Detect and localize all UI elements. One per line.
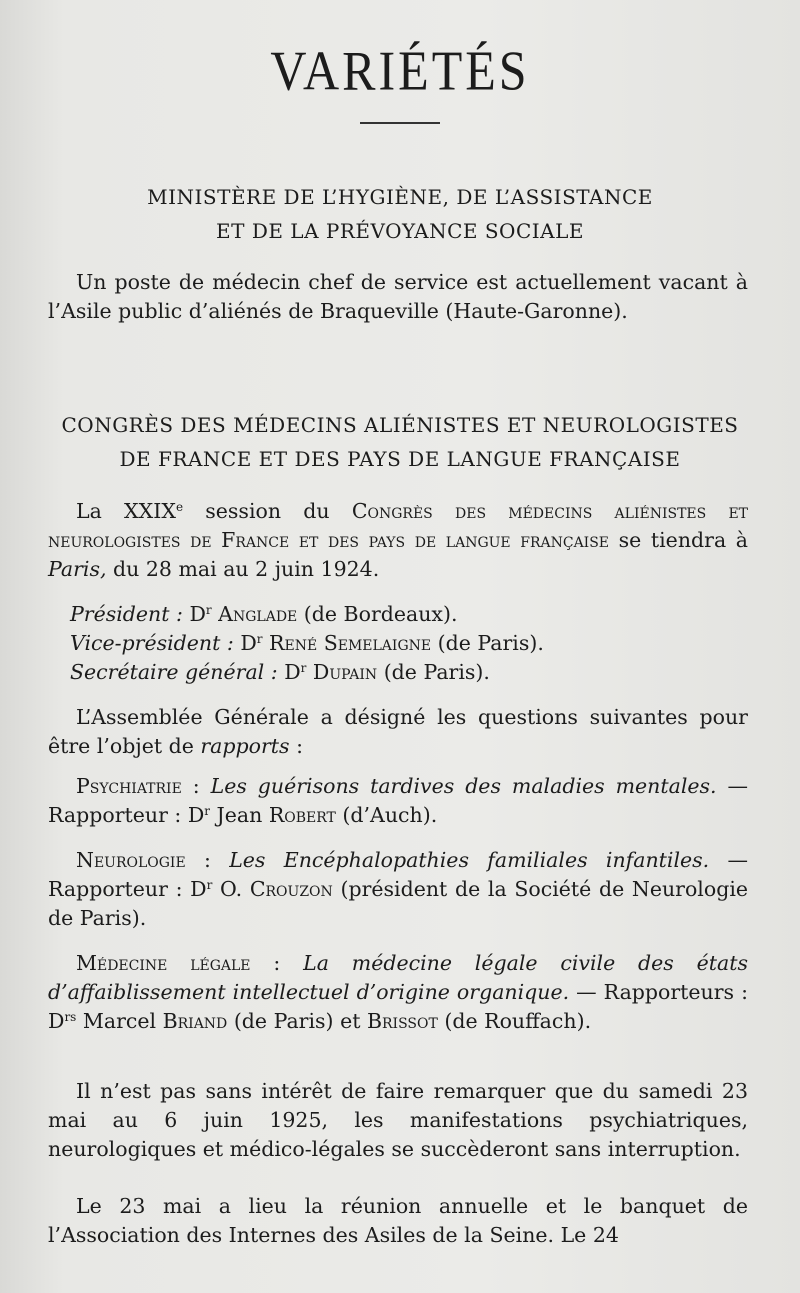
report-text: [48, 846, 748, 933]
report-text: [48, 772, 748, 830]
intro-text-2: session du: [183, 499, 352, 523]
report-sep: — Rapporteur : D: [48, 774, 748, 827]
report-title: Les guérisons tardives des maladies mentales.: [210, 774, 717, 798]
report-text: [48, 949, 748, 1036]
assembly-italic: rapports: [200, 734, 290, 758]
section1-body: Un poste de médecin chef de service est actuellement vacant à l’Asile public d’aliénés de Braqueville (Haute-Garonne).: [48, 270, 748, 323]
officer-origin: (de Paris).: [431, 631, 544, 655]
assembly-block: [48, 703, 748, 761]
assembly-text: [48, 703, 748, 761]
report-sep: — Rapporteur : D: [48, 848, 748, 901]
report-surname: Briand: [162, 1009, 228, 1033]
closing-block-2: [48, 1192, 748, 1250]
officers-list: [48, 600, 748, 687]
report-title: La médecine légale civile des états d’affaiblissement intellectuel d’origine organique.: [48, 951, 748, 1004]
congress-name: Congrès des médecins aliénistes et neurologistes de France et des pays de langue française: [48, 499, 748, 552]
report-firstname: Jean: [210, 803, 269, 827]
officer-vice-president: [48, 629, 748, 658]
report-surname: Crouzon: [249, 877, 333, 901]
closing-paragraph-2: Le 23 mai a lieu la réunion annuelle et le banquet de l’Association des Internes des Asiles de la Seine. Le 24: [48, 1194, 748, 1247]
intro-text-1: La XXIX: [76, 499, 176, 523]
officer-title: D: [189, 602, 206, 626]
report-sup: r: [206, 878, 213, 892]
assembly-text-2: :: [289, 734, 303, 758]
report-sep: — Rapporteurs : D: [48, 980, 748, 1033]
officer-name: Anglade: [218, 602, 298, 626]
officer-name: René Semelaigne: [269, 631, 432, 655]
officer-title-sup: r: [300, 661, 307, 675]
section2-heading-line2: DE FRANCE ET DES PAYS DE LANGUE FRANÇAISE: [119, 447, 681, 471]
report-sup: rs: [64, 1010, 77, 1024]
report-medecine-legale: [48, 949, 748, 1036]
report-rest-2: (de Rouffach).: [437, 1009, 592, 1033]
report-surname-2: Brissot: [366, 1009, 438, 1033]
report-rest: (président de la Société de Neurologie de Paris).: [48, 877, 749, 930]
report-firstname: O.: [212, 877, 250, 901]
report-sup: r: [204, 804, 211, 818]
report-surname: Robert: [268, 803, 336, 827]
section2-heading: [40, 408, 760, 476]
report-topic: Médecine légale :: [76, 951, 281, 975]
report-rest: (de Paris) et: [227, 1009, 367, 1033]
title-rule: [360, 122, 440, 124]
officer-name: Dupain: [312, 660, 378, 684]
officer-origin: (de Bordeaux).: [297, 602, 458, 626]
section2-intro-block: [48, 497, 748, 584]
officer-title-sup: r: [205, 603, 212, 617]
officer-title: D: [284, 660, 301, 684]
closing-paragraph-1: Il n’est pas sans intérêt de faire remarquer que du samedi 23 mai au 6 juin 1925, les manifestations psychiatriques, neurologiques et médico-légales se succèderont sans interruption.: [48, 1079, 748, 1161]
assembly-text-1: L’Assemblée Générale a désigné les questions suivantes pour être l’objet de: [48, 705, 748, 758]
section1-heading-line1: MINISTÈRE DE L’HYGIÈNE, DE L’ASSISTANCE: [147, 185, 653, 209]
section2-heading-line1: CONGRÈS DES MÉDECINS ALIÉNISTES ET NEUROLOGISTES: [61, 413, 739, 437]
officer-title: D: [240, 631, 257, 655]
intro-sup: e: [175, 500, 184, 514]
report-psychiatrie: [48, 772, 748, 830]
section1-heading-line2: ET DE LA PRÉVOYANCE SOCIALE: [216, 219, 584, 243]
officer-origin: (de Paris).: [377, 660, 490, 684]
page-title: VARIÉTÉS: [270, 39, 530, 102]
officer-president: [48, 600, 748, 629]
officer-role: Secrétaire général :: [70, 660, 278, 684]
officer-role: Vice-président :: [70, 631, 234, 655]
report-topic: Psychiatrie :: [76, 774, 200, 798]
officer-secretary: [48, 658, 748, 687]
intro-place: Paris,: [48, 557, 107, 581]
report-firstname: Marcel: [76, 1009, 163, 1033]
officer-title-sup: r: [256, 632, 263, 646]
report-topic: Neurologie :: [76, 848, 211, 872]
closing-block-1: [48, 1077, 748, 1164]
intro-text-4: du 28 mai au 2 juin 1924.: [106, 557, 380, 581]
section2-intro: [48, 497, 748, 584]
report-neurologie: [48, 846, 748, 933]
report-rest: (d’Auch).: [335, 803, 438, 827]
section1-heading: [40, 180, 760, 248]
report-title: Les Encéphalopathies familiales infantiles.: [229, 848, 710, 872]
intro-text-3: se tiendra à: [609, 528, 748, 552]
section1-body-block: [48, 268, 748, 326]
officer-role: Président :: [70, 602, 183, 626]
